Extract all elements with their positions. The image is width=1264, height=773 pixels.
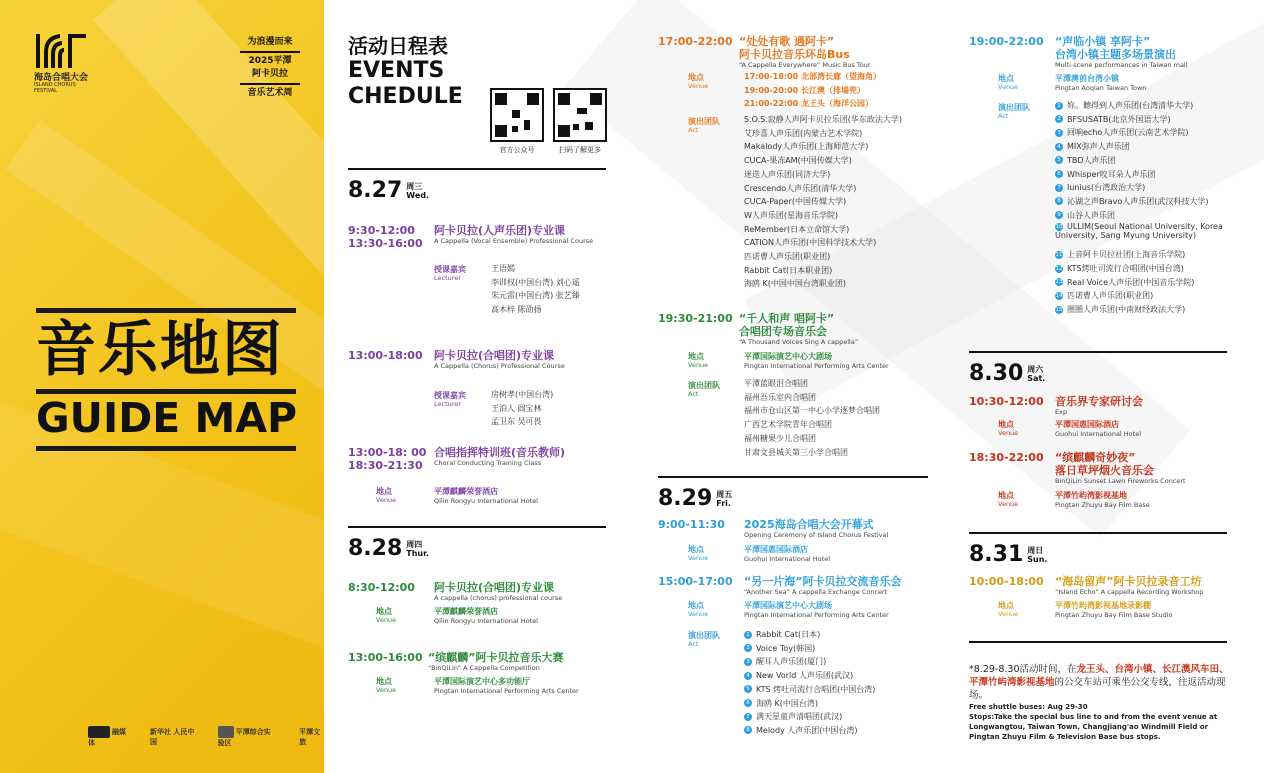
- venue-name: 平潭麒麟荣誉酒店: [434, 607, 498, 616]
- qr-code-icon: [553, 88, 607, 142]
- list-item: 李训权(中国台湾) 刘心遥: [491, 277, 580, 287]
- divider: [240, 83, 300, 85]
- list-item: 孟卫东 吴可畏: [491, 417, 542, 427]
- event-time: 13:00-16:00: [348, 651, 423, 664]
- venue-label: 地点 Venue: [376, 487, 397, 504]
- event-title: “声临小镇 享阿卡” 台湾小镇主题多场景演出 Multi-scene performances in Taiwan mall: [1055, 35, 1188, 69]
- list-item: 9 山谷人声乐团: [1055, 209, 1235, 223]
- list-item: Rabbit Cat(日本职业团): [744, 265, 833, 275]
- list-item: 福州市仓山区第一中心小学逐梦合唱团: [744, 406, 880, 416]
- venue-name: 平潭国际演艺中心多功能厅: [434, 677, 530, 686]
- list-item: 3 回响echo人声乐团(云南艺术学院): [1055, 126, 1235, 140]
- qr-official-account[interactable]: [490, 88, 544, 155]
- lecturer-list: [491, 388, 553, 429]
- list-item: Crescendo人声乐团(清华大学): [744, 183, 857, 193]
- list-item: 21:00-22:00 龙王头（海洋公园）: [744, 99, 874, 109]
- list-item: Makalody人声乐团(上海师范大学): [744, 142, 869, 152]
- list-item: 海鸥 K(中国中国台湾职业团): [744, 279, 847, 289]
- divider: [36, 446, 296, 451]
- event-time: 9:30-12:00 13:30-16:00: [348, 224, 423, 250]
- event-time: 9:00-11:30: [658, 518, 725, 531]
- list-item: 福州糖果少儿合唱团: [744, 433, 816, 443]
- schedule-area: [324, 0, 1264, 773]
- guide-title-en: GUIDE MAP: [36, 394, 298, 442]
- title-cn: 活动日程表: [348, 34, 448, 58]
- divider: [348, 526, 606, 528]
- list-item: 8 Melody 人声乐团(中国台湾): [744, 724, 875, 738]
- divider: [240, 51, 300, 53]
- numbered-act-list: [1055, 99, 1235, 317]
- qr-code-icon: [490, 88, 544, 142]
- list-item: 4 MIX弥声人声乐团: [1055, 140, 1235, 154]
- lecturer-label: 授课嘉宾 Lecturer: [434, 391, 466, 408]
- shuttle-bus-note: *8.29-8.30活动时间，在龙王头、台湾小镇、长江澳风车田、平潭竹屿湾影视基地的公交车站可乘坐公交专线，往返活动现场。 Free shuttle buses: Aug 29-30 Stops:Take the special bus line to and from the event venue at Longwangtou, Taiwan Town, Changjiang'ao Windmill Field or Pingtan Zhuyu Film & Television Base bus stops.: [969, 663, 1234, 742]
- partner-logo: 平潭文旅: [299, 728, 321, 746]
- list-item: 1 Rabbit Cat(日本): [744, 628, 875, 642]
- venue-name: 平潭国惠国际酒店: [1055, 420, 1119, 429]
- list-item: 甘肃文县城关第三小学合唱团: [744, 447, 848, 457]
- act-list: [744, 377, 880, 459]
- logo-subtitle: ISLAND CHORUS FESTIVAL: [34, 82, 76, 94]
- event-title: 2025海岛合唱大会开幕式 Opening Ceremony of Island Chorus Festival: [744, 518, 889, 539]
- note-en-title: Free shuttle buses: Aug 29-30: [969, 703, 1088, 711]
- title-en-1: EVENTS: [348, 58, 445, 83]
- venue-label: 地点 Venue: [688, 352, 709, 369]
- venue-name-en: Pingtan International Performing Arts Center: [744, 362, 889, 370]
- event-time: 17:00-22:00: [658, 35, 733, 48]
- venue-label: 地点 Venue: [688, 601, 709, 618]
- event-time: 19:30-21:00: [658, 312, 733, 325]
- venue-name: 平潭麒麟荣誉酒店: [434, 487, 498, 496]
- event-title: 合唱指挥特训班(音乐教师) Choral Conducting Training Class: [434, 446, 566, 467]
- event-time: 18:30-22:00: [969, 451, 1044, 464]
- partner-logo: 平潭综合实验区: [217, 728, 271, 747]
- venue-name-en: Qilin Rongyu International Hotel: [434, 497, 538, 505]
- event-title: 阿卡贝拉(合唱团)专业课 A cappella (chorus) professional course: [434, 581, 563, 602]
- venue-label: 地点 Venue: [376, 677, 397, 694]
- guide-map-title: [36, 308, 296, 451]
- venue-label: 地点 Venue: [376, 607, 397, 624]
- list-item: ReMember(日本立命馆大学): [744, 224, 850, 234]
- list-item: 14 匹诺曹人声乐团(职业团): [1055, 291, 1154, 301]
- slogan: [240, 36, 300, 100]
- list-item: 平潭蓝眼泪合唱团: [744, 379, 808, 388]
- list-item: 迷迭人声乐团(同济大学): [744, 169, 831, 179]
- venue-name-en: Pingtan International Performing Arts Center: [744, 611, 889, 619]
- partner-logo: 融媒体: [88, 728, 126, 747]
- qr-label: 扫码了解更多: [559, 146, 601, 154]
- qr-learn-more[interactable]: [553, 88, 607, 155]
- list-item: 6 海鸥 K(中国台湾): [744, 697, 875, 711]
- venue-name: 平潭竹屿湾影视基地: [1055, 491, 1127, 500]
- event-time: 8:30-12:00: [348, 581, 415, 594]
- list-item: 广西艺术学院青年合唱团: [744, 420, 832, 430]
- list-item: CUCA-果冻AM(中国传媒大学): [744, 156, 852, 166]
- event-title: 阿卡贝拉(合唱团)专业课 A Cappella (Chorus) Professional Course: [434, 349, 565, 370]
- venue-label: 地点 Venue: [998, 420, 1019, 437]
- list-item: 19:00-20:00 长江澳（排墙兜）: [744, 85, 866, 95]
- note-en-body: Stops:Take the special bus line to and from the event venue at Longwangtou, Taiwan Town, Changjiang'ao Windmill Field or Pingtan Zhuyu Film & Television Base bus stops.: [969, 713, 1218, 741]
- venue-name-en: Guohui International Hotel: [744, 555, 831, 563]
- event-title: “缤麒麟”阿卡贝拉音乐大赛 “BinQiLin” A Cappella Competition: [428, 651, 564, 672]
- list-item: 1 妳。聽得到人声乐团(台湾清华大学): [1055, 99, 1235, 113]
- venue-name-en: Pingtan International Performing Arts Center: [434, 687, 579, 695]
- venue-name: 平潭竹屿湾影视基地录影棚: [1055, 601, 1151, 610]
- event-title: “海岛留声”阿卡贝拉录音工坊 “Island Echo” A cappella Recording Workshop: [1055, 575, 1204, 596]
- list-item: 12 KTS烤吐司流行合唱团(中国台湾): [1055, 264, 1184, 274]
- divider: [658, 476, 928, 478]
- list-item: 福州吾乐室内合唱团: [744, 392, 816, 402]
- event-time: 15:00-17:00: [658, 575, 733, 588]
- slogan-line: 音乐艺术周: [247, 88, 293, 98]
- event-time: 13:00-18: 00 18:30-21:30: [348, 446, 427, 472]
- title-en-2: CHEDULE: [348, 84, 463, 109]
- list-item: 7 Iunius(台湾政治大学): [1055, 181, 1235, 195]
- event-title: “处处有歌 遇阿卡” 阿卡贝拉音乐环岛Bus “A Cappella Everywhere” Music Bus Tour: [739, 35, 871, 69]
- list-item: 2 BFSUSATB(北京外国语大学): [1055, 113, 1235, 127]
- list-item: 8 沁湖之声Bravo人声乐团(武汉科技大学): [1055, 195, 1235, 209]
- festival-logo-icon: [36, 32, 90, 68]
- venue-name-en: Guohui International Hotel: [1055, 430, 1142, 438]
- list-item: 高木梓 陈劭扬: [491, 305, 542, 315]
- act-label: 演出团队 Act: [998, 103, 1030, 120]
- venue-label: 地点 Venue: [688, 73, 709, 90]
- slogan-line: 阿卡贝拉: [251, 69, 288, 79]
- venue-label: 地点 Venue: [688, 545, 709, 562]
- list-item: 王语嫣: [491, 264, 515, 273]
- list-item: 4 New Vorld 人声乐团(武汉): [744, 669, 875, 683]
- list-item: 艾珍喜人声乐团(内蒙古艺术学院): [744, 128, 863, 138]
- slogan-line: 为浪漫而来: [247, 37, 293, 47]
- event-title: 阿卡贝拉(人声乐团)专业课 A Cappella (Vocal Ensemble) Professional Course: [434, 224, 594, 245]
- venue-name-en: Pingtan Aoqian Taiwan Town: [1055, 84, 1147, 92]
- event-time: 19:00-22:00: [969, 35, 1044, 48]
- list-item: 10 ULLIM(Seoul National University, Korea University, Sang Myung University): [1055, 222, 1223, 241]
- event-title: “另一片海”阿卡贝拉交流音乐会 “Another Sea” A cappella Exchange Concert: [744, 575, 902, 596]
- event-time: 10:00-18:00: [969, 575, 1044, 588]
- date-heading-827: 8.27 周三 Wed.: [348, 178, 430, 203]
- act-label: 演出团队 Act: [688, 381, 720, 398]
- list-item: 11 上音阿卡贝拉社团(上海音乐学院): [1055, 250, 1186, 260]
- event-title: “千人和声 唱阿卡” 合唱团专场音乐会 “A Thousand Voices Sing A cappella”: [739, 312, 859, 346]
- date-heading-831: 8.31 周日 Sun.: [969, 542, 1048, 567]
- list-item: 17:00-18:00 北部湾长廊（望海角）: [744, 72, 882, 81]
- date-heading-830: 8.30 周六 Sat.: [969, 361, 1046, 386]
- list-item: 匹诺曹人声乐团(职业团): [744, 252, 831, 262]
- act-label: 演出团队 Act: [688, 631, 720, 648]
- partner-logo: 新华社 人民中国: [149, 728, 195, 746]
- list-item: CUCA-Paper(中国传媒大学): [744, 197, 847, 207]
- act-label: 演出团队 Act: [688, 117, 720, 134]
- divider: [348, 168, 606, 170]
- event-title: 音乐界专家研讨会 Exp: [1055, 395, 1143, 416]
- list-item: 5 KTS 烤吐司流行合唱团(中国台湾): [744, 683, 875, 697]
- numbered-act-list: [744, 628, 875, 738]
- slogan-line: 2025平潭: [248, 56, 292, 66]
- list-item: 3 醒耳人声乐团(厦门): [744, 655, 875, 669]
- venue-name-en: Pingtan Zhuyu Bay Film Base Studio: [1055, 611, 1173, 619]
- venue-name-en: Qilin Rongyu International Hotel: [434, 617, 538, 625]
- venue-label: 地点 Venue: [998, 601, 1019, 618]
- event-time: 10:30-12:00: [969, 395, 1044, 408]
- list-item: 房树孝(中国台湾): [491, 390, 554, 399]
- date-heading-828: 8.28 周四 Thur.: [348, 536, 429, 561]
- logo-title: 海岛合唱大会: [34, 73, 89, 83]
- divider: [969, 351, 1227, 353]
- left-banner: [0, 0, 324, 773]
- venue-name: 平潭国惠国际酒店: [744, 545, 808, 554]
- venue-name-en: Pingtan Zhuyu Bay Film Base: [1055, 501, 1150, 509]
- act-list: [744, 113, 902, 291]
- list-item: 6 Whisper咬耳朵人声乐团: [1055, 168, 1235, 182]
- date-heading-829: 8.29 周五 Fri.: [658, 486, 733, 511]
- list-item: 5 TBD人声乐团: [1055, 154, 1235, 168]
- divider: [36, 308, 296, 313]
- lecturer-list: [491, 262, 580, 317]
- lecturer-label: 授课嘉宾 Lecturer: [434, 265, 466, 282]
- event-title: “缤麒麟奇妙夜” 落日草坪烟火音乐会 BinQiLin Sunset Lawn Fireworks Concert: [1055, 451, 1186, 485]
- venue-label: 地点 Venue: [998, 491, 1019, 508]
- partner-logos: [88, 726, 324, 748]
- list-item: 王泊人 阎宝林: [491, 403, 542, 413]
- list-item: 朱元雷(中国台湾) 张艺臻: [491, 291, 580, 301]
- bus-stops: [744, 70, 881, 111]
- venue-name: 平潭国际演艺中心大剧场: [744, 601, 832, 610]
- page-title: [348, 34, 463, 110]
- divider: [969, 641, 1227, 643]
- list-item: CATION人声乐团(中国科学技术大学): [744, 238, 877, 248]
- venue-name: 平潭澳前台湾小镇: [1055, 74, 1119, 83]
- event-time: 13:00-18:00: [348, 349, 423, 362]
- list-item: 2 Voice Toy(韩国): [744, 642, 875, 656]
- qr-label: 官方公众号: [499, 146, 535, 154]
- venue-name: 平潭国际演艺中心大剧场: [744, 352, 832, 361]
- list-item: 15 圈圈人声乐团(中南财经政法大学): [1055, 305, 1186, 315]
- guide-title-cn: 音乐地图: [36, 315, 284, 385]
- venue-label: 地点 Venue: [998, 74, 1019, 91]
- list-item: S.O.S.寂静人声阿卡贝拉乐团(华东政法大学): [744, 115, 902, 124]
- list-item: W人声乐团(星海音乐学院): [744, 210, 839, 220]
- divider: [969, 532, 1227, 534]
- list-item: 13 Real Voice人声乐团(中国音乐学院): [1055, 277, 1195, 287]
- list-item: 7 满天星童声清唱团(武汉): [744, 710, 875, 724]
